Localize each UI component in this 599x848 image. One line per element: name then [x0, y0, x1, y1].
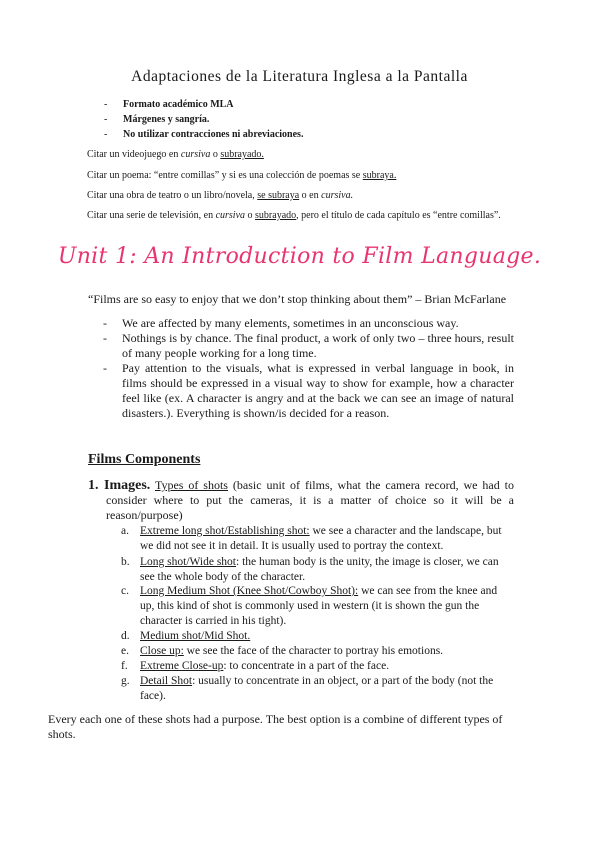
item-number: 1.	[88, 478, 99, 493]
images-paragraph: Images. Types of shots (basic unit of films, what the camera record, we had to consider where to put the cameras, it is a matter of choice so it will be a reason/purpose)	[104, 478, 514, 522]
shot-item: a. Extreme long shot/Establishing shot: we see a character and the landscape, but we did not see it in detail. It is usually used to portray the context.	[121, 525, 502, 552]
unit-heading: Unit 1: An Introduction to Film Language.	[57, 244, 542, 269]
citation-line: Citar un poema: “entre comillas” y si es una colección de poemas se subraya.	[87, 170, 397, 181]
format-bullet: - Márgenes y sangría.	[104, 114, 210, 125]
epigraph-quote: “Films are so easy to enjoy that we don’t stop thinking about them” – Brian McFarlane	[88, 292, 507, 306]
format-bullet: - Formato académico MLA	[104, 99, 234, 110]
shot-item: b. Long shot/Wide shot: the human body is the unity, the image is closer, we can see the whole body of the character.	[121, 556, 499, 583]
shot-item: g. Detail Shot: usually to concentrate in an object, or a part of the body (not the face).	[121, 675, 494, 702]
list-item: - Pay attention to the visuals, what is expressed in verbal language in book, in films should be expressed in a visual way to show for example, how a character feel like (ex. A character is angry and at the back we can see an image of natural disasters.). Everything is shown/is decided for a reason.	[103, 361, 514, 420]
list-item: - We are affected by many elements, sometimes in an unconscious way.	[103, 316, 459, 330]
shot-item: d. Medium shot/Mid Shot.	[121, 630, 251, 642]
shot-item: e. Close up: we see the face of the character to portray his emotions.	[121, 645, 444, 657]
format-bullet: - No utilizar contracciones ni abreviaciones.	[104, 129, 304, 140]
shot-item: f. Extreme Close-up: to concentrate in a part of the face.	[121, 660, 390, 672]
closing-paragraph: Every each one of these shots had a purpose. The best option is a combine of different types of shots.	[48, 712, 503, 741]
section-heading: Films Components	[88, 452, 201, 467]
document-title: Adaptaciones de la Literatura Inglesa a la Pantalla	[131, 68, 468, 85]
shot-item: c. Long Medium Shot (Knee Shot/Cowboy Shot): we can see from the knee and up, this kind of shot is commonly used in western (it is shown the gun the character is carried in his tight).	[121, 585, 498, 627]
citation-line: Citar una obra de teatro o un libro/novela, se subraya o en cursiva.	[87, 190, 354, 201]
citation-line: Citar un videojuego en cursiva o subrayado.	[87, 149, 264, 160]
citation-line: Citar una serie de televisión, en cursiva o subrayado, pero el título de cada capítulo es “entre comillas”.	[87, 210, 501, 221]
list-item: - Nothings is by chance. The final product, a work of only two – three hours, result of many people working for a long time.	[103, 331, 514, 360]
